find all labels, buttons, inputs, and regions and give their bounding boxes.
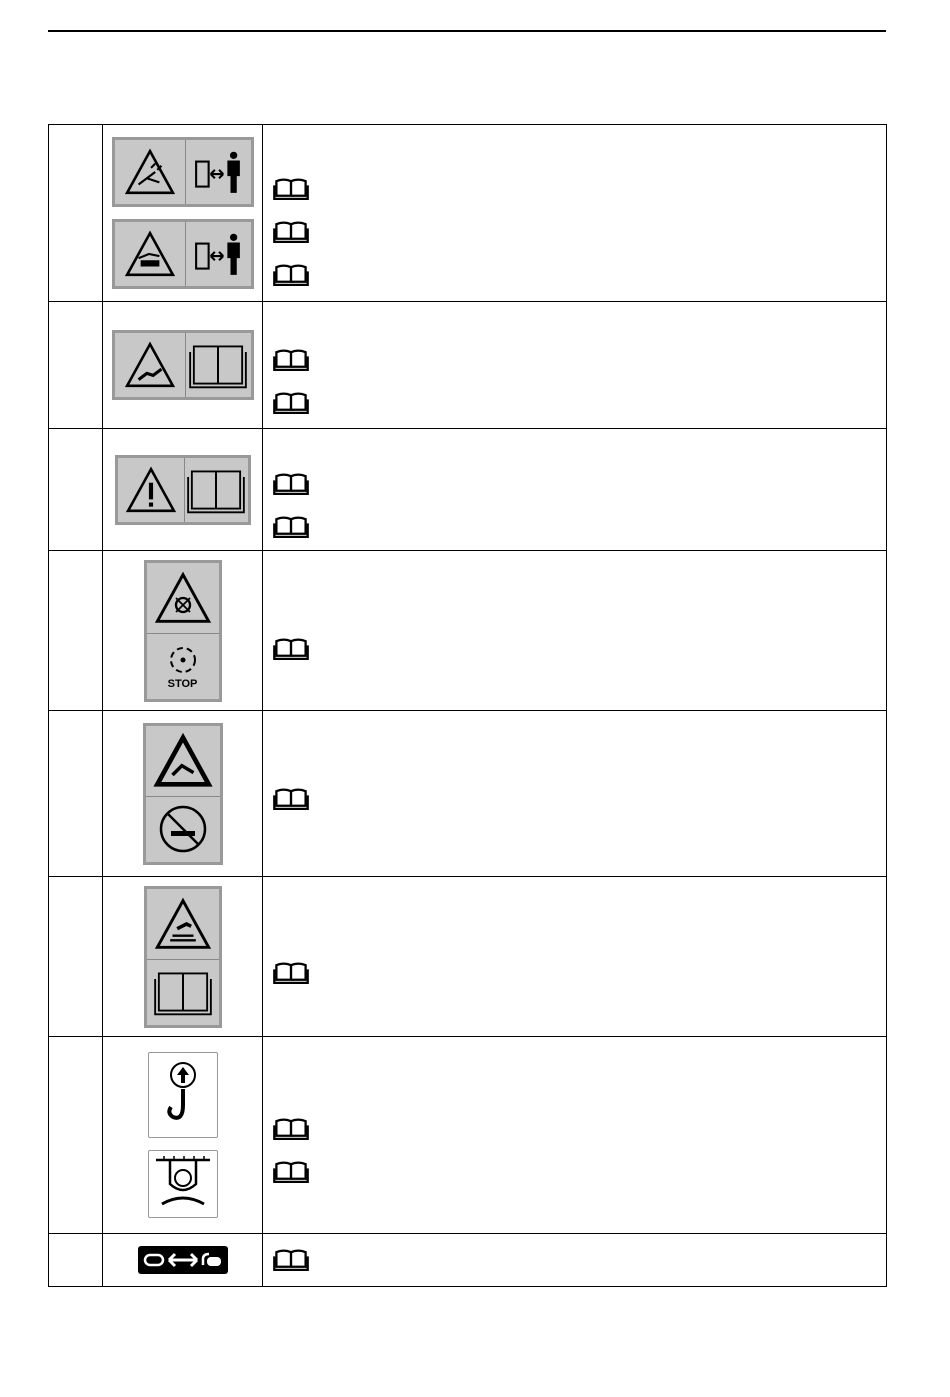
book-icon bbox=[273, 177, 309, 201]
book-icon bbox=[273, 1248, 309, 1272]
table-row bbox=[49, 877, 887, 1037]
decal-cell bbox=[103, 711, 263, 877]
description-cell bbox=[263, 711, 887, 877]
description-cell bbox=[263, 125, 887, 302]
item-number-cell bbox=[49, 429, 103, 551]
decal-cell bbox=[103, 429, 263, 551]
description-cell bbox=[263, 551, 887, 711]
book-icon bbox=[273, 515, 309, 539]
table-row bbox=[49, 429, 887, 551]
description-cell bbox=[263, 1037, 887, 1234]
description-cell bbox=[263, 1234, 887, 1287]
book-icon bbox=[273, 348, 309, 372]
book-icon bbox=[273, 1160, 309, 1184]
book-icon bbox=[273, 787, 309, 811]
coupling-connect-decal bbox=[138, 1246, 228, 1274]
general-warning-read-manual-decal bbox=[115, 455, 251, 525]
book-icon bbox=[273, 472, 309, 496]
description-cell bbox=[263, 877, 887, 1037]
stop-label: STOP bbox=[167, 678, 198, 690]
decal-cell bbox=[103, 1037, 263, 1234]
decal-cell bbox=[103, 877, 263, 1037]
item-number-cell bbox=[49, 877, 103, 1037]
lift-point-hook-decal bbox=[148, 1052, 218, 1138]
warning-fall-no-riding-decal bbox=[143, 723, 223, 865]
item-number-cell bbox=[49, 1037, 103, 1234]
warning-flying-debris-keep-distance-decal bbox=[112, 137, 254, 207]
book-icon bbox=[273, 391, 309, 415]
warning-hot-surface-read-manual-decal bbox=[144, 886, 222, 1028]
book-icon bbox=[273, 220, 309, 244]
item-number-cell bbox=[49, 302, 103, 429]
item-number-cell bbox=[49, 711, 103, 877]
safety-decal-table bbox=[48, 124, 887, 1287]
warning-crush-keep-distance-decal bbox=[112, 219, 254, 289]
book-icon bbox=[273, 1117, 309, 1141]
item-number-cell bbox=[49, 1234, 103, 1287]
table-row bbox=[49, 711, 887, 877]
table-row bbox=[49, 1234, 887, 1287]
table-row bbox=[49, 302, 887, 429]
table-row bbox=[49, 125, 887, 302]
book-icon bbox=[273, 637, 309, 661]
description-cell bbox=[263, 429, 887, 551]
table-row bbox=[49, 1037, 887, 1234]
decal-cell bbox=[103, 125, 263, 302]
book-icon bbox=[273, 961, 309, 985]
tie-down-point-decal bbox=[148, 1150, 218, 1218]
rotating-blade-wait-for-stop-decal bbox=[144, 560, 222, 702]
item-number-cell bbox=[49, 125, 103, 302]
book-icon bbox=[273, 263, 309, 287]
header-rule bbox=[48, 30, 886, 32]
warning-entanglement-read-manual-decal bbox=[112, 330, 254, 400]
decal-cell bbox=[103, 1234, 263, 1287]
decal-cell bbox=[103, 551, 263, 711]
item-number-cell bbox=[49, 551, 103, 711]
decal-cell bbox=[103, 302, 263, 429]
table-row bbox=[49, 551, 887, 711]
description-cell bbox=[263, 302, 887, 429]
